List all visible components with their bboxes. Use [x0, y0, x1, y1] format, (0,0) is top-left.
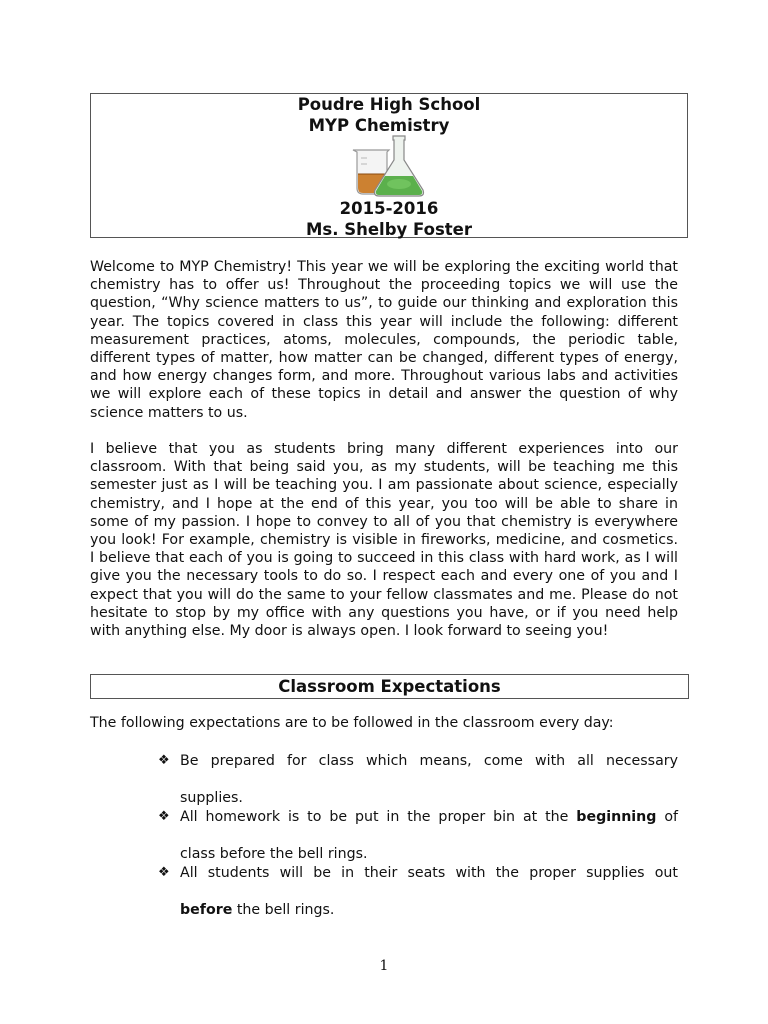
course-name: MYP Chemistry	[308, 116, 450, 135]
header-box	[90, 93, 688, 238]
beaker-and-flask-icon	[91, 134, 687, 198]
diamond-bullet-icon: ❖	[158, 809, 170, 824]
school-name: Poudre High School	[297, 95, 481, 114]
expectations-intro: The following expectations are to be followed in the classroom every day:	[90, 715, 614, 731]
school-years: 2015-2016	[339, 199, 439, 218]
diamond-bullet-icon: ❖	[158, 753, 170, 768]
belief-paragraph: I believe that you as students bring many different experiences into our classroom. With that being said you, as my students, will be teaching me this semester just as I will be teaching you. I am passionate about science, especially chemistry, and I hope at the end of this year, you too will be able to share in some of my passion. I hope to convey to all of you that chemistry is everywhere you look! For example, chemistry is visible in fireworks, medicine, and cosmetics. I believe that each of you is going to succeed in this class with hard work, as I will give you the necessary tools to do so. I respect each and every one of you and I expect that you will do the same to your fellow classmates and me. Please do not hesitate to stop by my office with any questions you have, or if you need help with anything else. My door is always open. I look forward to seeing you!	[90, 441, 678, 640]
section-title: Classroom Expectations	[90, 674, 689, 699]
welcome-paragraph: Welcome to MYP Chemistry! This year we will be exploring the exciting world that chemistry has to offer us! Throughout the proceeding topics we will use the question, “Why science matters to us”, to guide our thinking and exploration this year. The topics covered in class this year will include the following: different measurement practices, atoms, molecules, compounds, the periodic table, different types of matter, how matter can be changed, different types of energy, and how energy changes form, and more. Throughout various labs and activities we will explore each of these topics in detail and answer the question of why science matters to us.	[90, 259, 678, 421]
diamond-bullet-icon: ❖	[158, 865, 170, 880]
teacher-name: Ms. Shelby Foster	[305, 220, 472, 239]
page-number: 1	[379, 958, 389, 974]
